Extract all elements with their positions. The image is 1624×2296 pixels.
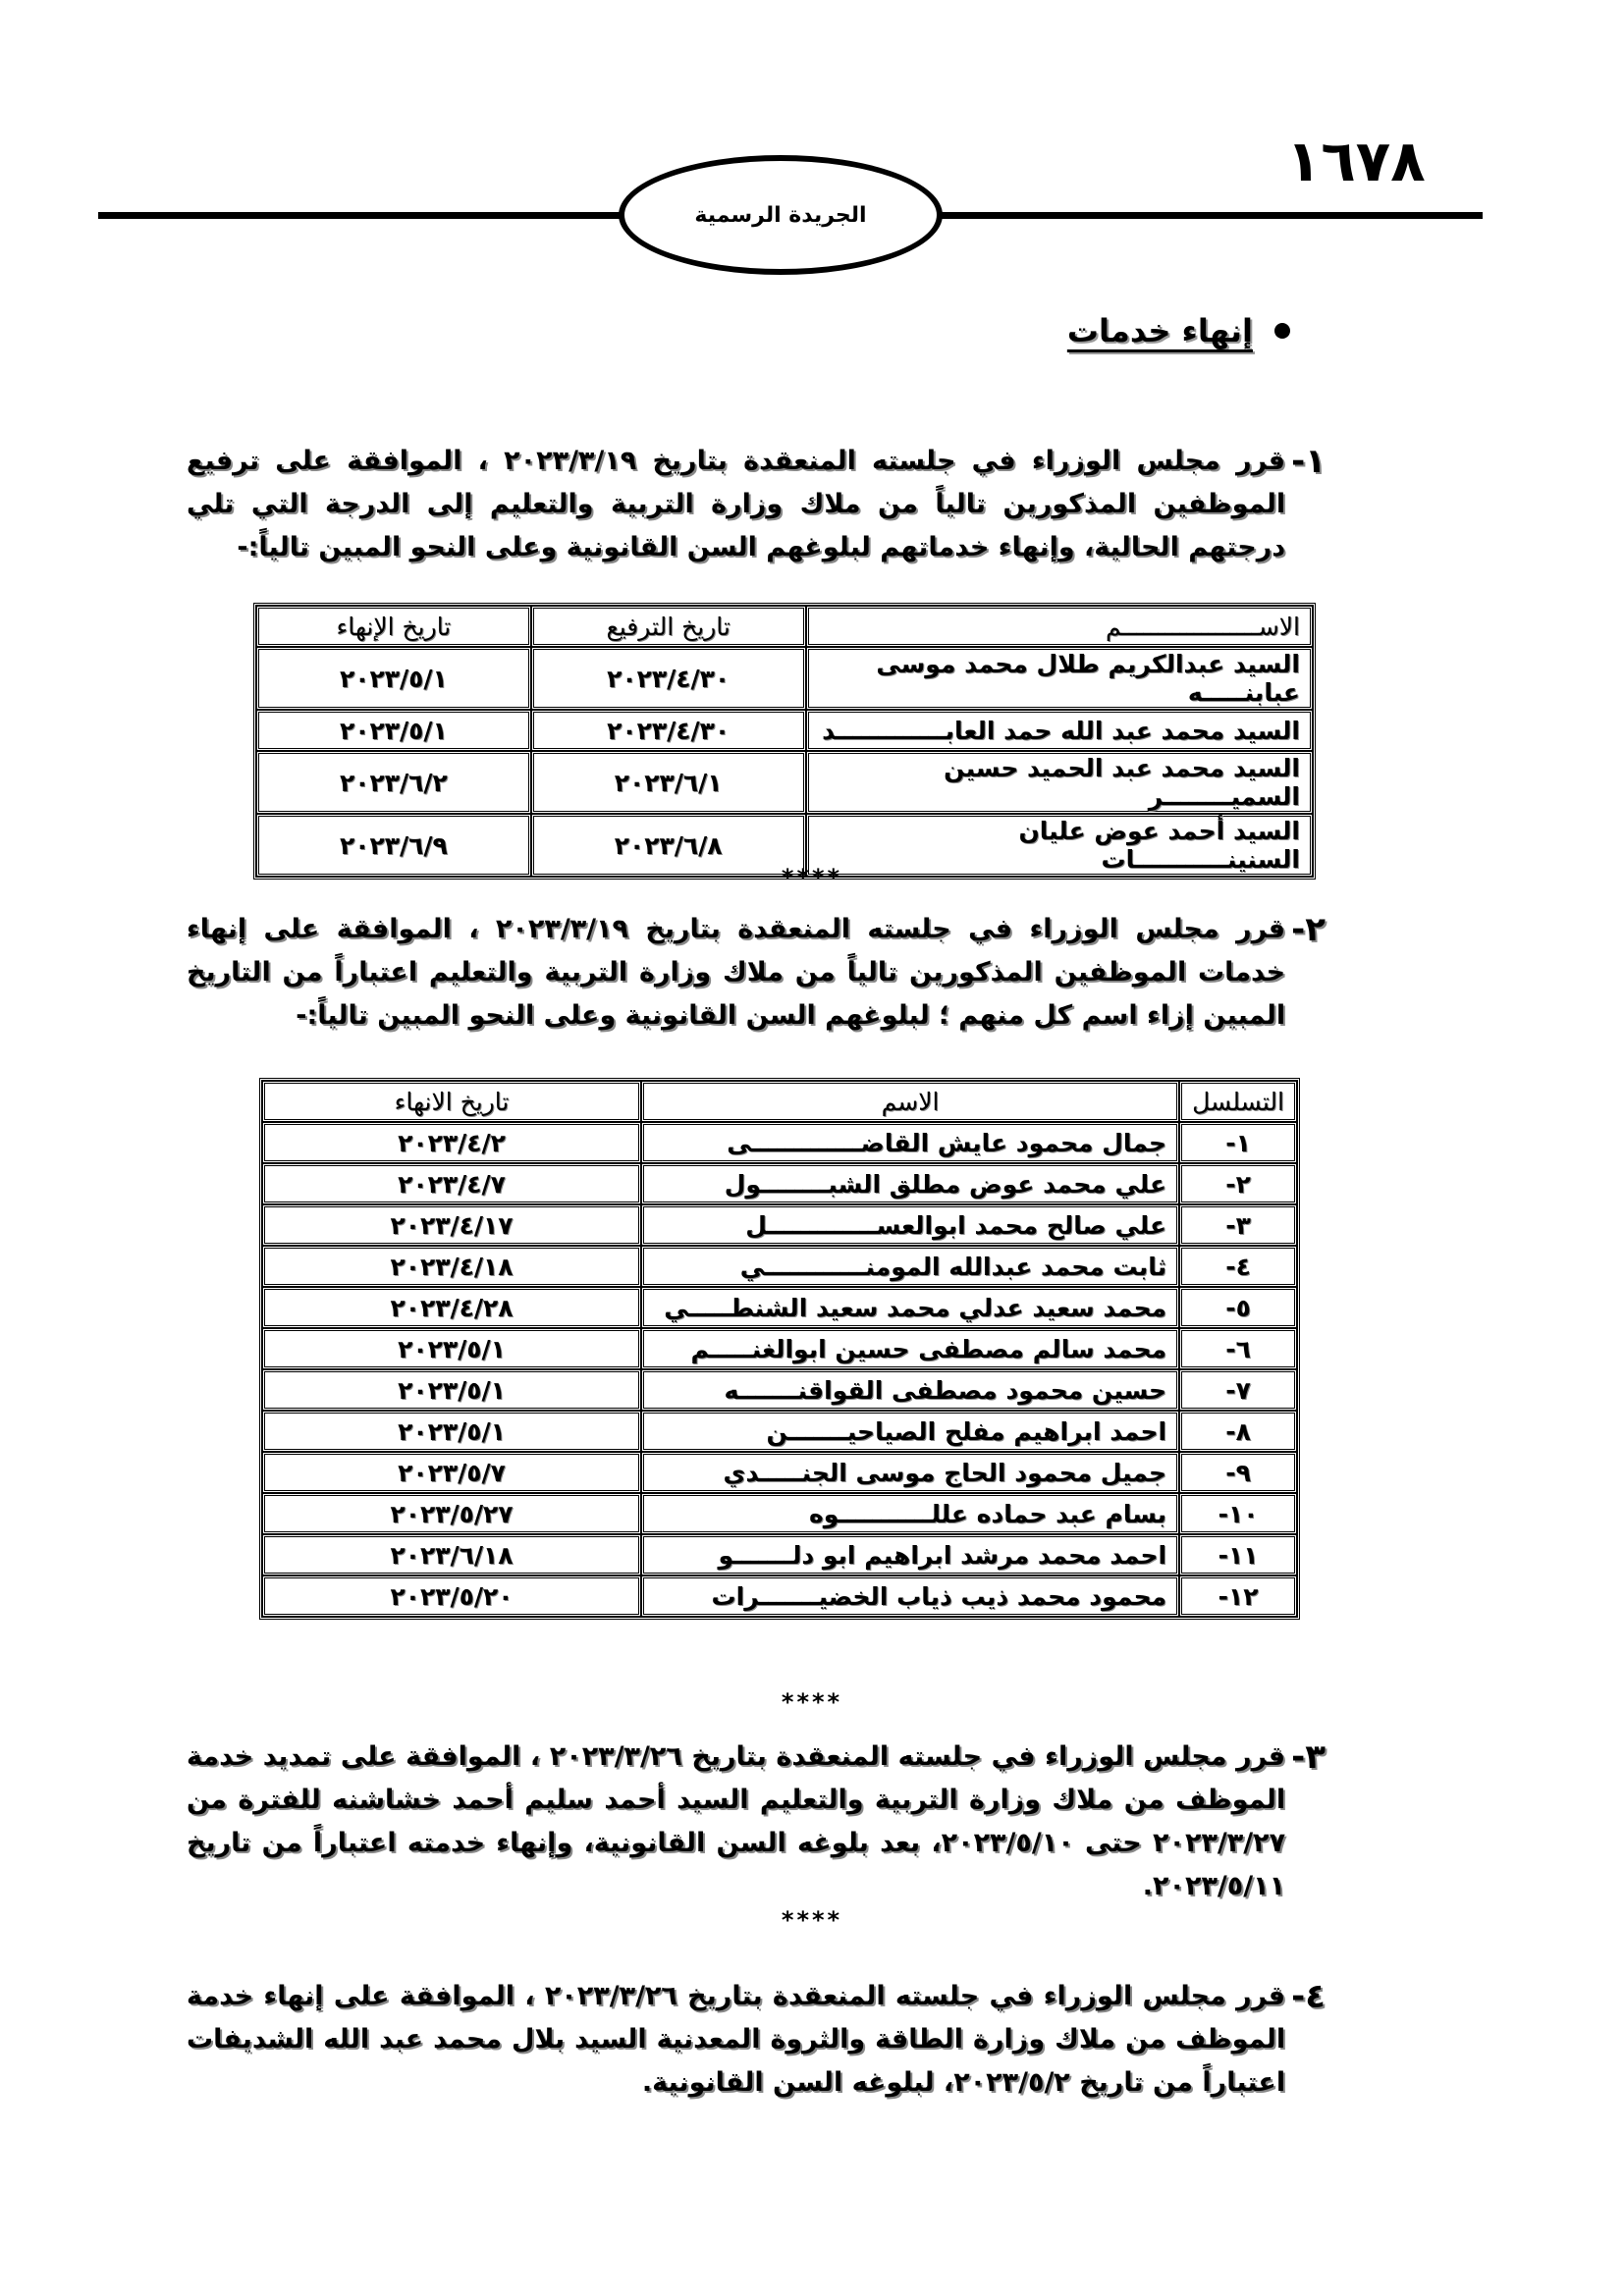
- section-title-text: إنهاء خدمات: [1066, 312, 1253, 349]
- table-cell: ٢٠٢٣/٥/١: [256, 710, 531, 751]
- item-number: ٢-: [1291, 910, 1326, 949]
- table-cell: ٥-: [1179, 1287, 1297, 1328]
- table-cell: ٢٠٢٣/٦/١٨: [262, 1534, 641, 1575]
- table-row: [262, 1246, 1297, 1287]
- separator: ****: [781, 1688, 843, 1716]
- table-cell: ٢٠٢٣/٦/٩: [256, 814, 531, 877]
- separator: ****: [781, 1906, 843, 1934]
- table-cell: السيد محمد عبد الله حمد العابـــــــــــــد: [806, 710, 1313, 751]
- table-cell: جميل محمود الحاج موسى الجنـــــدي: [641, 1452, 1179, 1493]
- item-text: قرر مجلس الوزراء في جلسته المنعقدة بتاريخ ٢٠٢٣/٣/١٩ ، الموافقة على ترفيع الموظفين المذكورين تالياً من ملاك وزارة التربية والتعليم إلى الدرجة التي تلي درجتهم الحالية، وإنهاء خدماتهم لبلوغهم السن القانونية وعلى النحو المبين تالياً:-: [187, 446, 1286, 562]
- table-cell: السيد عبدالكريم طلال محمد موسى عبابنـــــه: [806, 647, 1313, 710]
- table-cell: احمد ابراهيم مفلح الصياحيـــــــن: [641, 1411, 1179, 1452]
- col-header-name: الاسم: [641, 1081, 1179, 1122]
- item-4: [187, 1975, 1326, 2105]
- table-cell: ٢٠٢٣/٦/٨: [531, 814, 806, 877]
- table-cell: ٨-: [1179, 1411, 1297, 1452]
- table-row: [262, 1204, 1297, 1246]
- table-row: [262, 1369, 1297, 1411]
- table-cell: ٢٠٢٣/٥/١: [262, 1369, 641, 1411]
- item-2: [187, 908, 1326, 1038]
- table-cell: ٢٠٢٣/٤/١٨: [262, 1246, 641, 1287]
- table-cell: ١٢-: [1179, 1575, 1297, 1617]
- bullet-icon: [1274, 323, 1290, 339]
- table-header-row: [262, 1081, 1297, 1122]
- table-header-row: [256, 606, 1313, 647]
- table-cell: السيد أحمد عوض عليان السنينـــــــــــات: [806, 814, 1313, 877]
- promotion-table: [253, 603, 1316, 880]
- table-cell: ٢٠٢٣/٤/١٧: [262, 1204, 641, 1246]
- table-cell: ٢٠٢٣/٥/١: [256, 647, 531, 710]
- gazette-name: الجريدة الرسمية: [694, 202, 867, 228]
- col-header-end-date: تاريخ الانهاء: [262, 1081, 641, 1122]
- table-cell: ٢٠٢٣/٤/٣٠: [531, 647, 806, 710]
- table-cell: ٣-: [1179, 1204, 1297, 1246]
- col-header-end-date: تاريخ الإنهاء: [256, 606, 531, 647]
- table-cell: جمال محمود عايش القاضـــــــــــــى: [641, 1122, 1179, 1163]
- item-number: ١-: [1291, 442, 1326, 481]
- table-row: [256, 647, 1313, 710]
- table-cell: ٤-: [1179, 1246, 1297, 1287]
- table-cell: ٢-: [1179, 1163, 1297, 1204]
- table-cell: ٢٠٢٣/٥/١: [262, 1411, 641, 1452]
- table-row: [262, 1163, 1297, 1204]
- table-cell: احمد محمد مرشد ابراهيم ابو دلـــــــو: [641, 1534, 1179, 1575]
- table-row: [262, 1493, 1297, 1534]
- table-cell: ١-: [1179, 1122, 1297, 1163]
- table-cell: محمد سالم مصطفى حسين ابوالغنـــــم: [641, 1328, 1179, 1369]
- table-cell: السيد محمد عبد الحميد حسين السميــــــــر: [806, 751, 1313, 814]
- table-cell: محمد سعيد عدلي محمد سعيد الشنطـــــي: [641, 1287, 1179, 1328]
- table-cell: ٢٠٢٣/٤/٢٨: [262, 1287, 641, 1328]
- page-number: ١٦٧٨: [1286, 128, 1426, 194]
- table-row: [262, 1534, 1297, 1575]
- table-cell: ٢٠٢٣/٤/٢: [262, 1122, 641, 1163]
- item-text: قرر مجلس الوزراء في جلسته المنعقدة بتاريخ ٢٠٢٣/٣/٢٦ ، الموافقة على إنهاء خدمة الموظف من ملاك وزارة الطاقة والثروة المعدنية السيد بلال محمد عبد الله الشديفات اعتباراً من تاريخ ٢٠٢٣/٥/٢، لبلوغه السن القانونية.: [187, 1981, 1286, 2098]
- table-row: [262, 1122, 1297, 1163]
- table-row: [256, 751, 1313, 814]
- termination-table: [259, 1078, 1300, 1620]
- table-cell: ٩-: [1179, 1452, 1297, 1493]
- table-cell: علي صالح محمد ابوالعســـــــــــــل: [641, 1204, 1179, 1246]
- table-cell: ٢٠٢٣/٦/١: [531, 751, 806, 814]
- table-cell: ٢٠٢٣/٥/٧: [262, 1452, 641, 1493]
- table-row: [262, 1575, 1297, 1617]
- table-row: [262, 1452, 1297, 1493]
- table-cell: بسام عبد حماده عللـــــــــــوه: [641, 1493, 1179, 1534]
- item-number: ٤-: [1291, 1977, 1326, 2016]
- table-cell: ٢٠٢٣/٥/٢٧: [262, 1493, 641, 1534]
- table-cell: علي محمد عوض مطلق الشبــــــــول: [641, 1163, 1179, 1204]
- gazette-name-badge: [619, 155, 943, 275]
- table-cell: ٧-: [1179, 1369, 1297, 1411]
- col-header-name: الاســـــــــــــــــــم: [806, 606, 1313, 647]
- table-row: [262, 1287, 1297, 1328]
- table-cell: ٦-: [1179, 1328, 1297, 1369]
- item-1: [187, 440, 1326, 569]
- separator: ****: [781, 864, 843, 891]
- table-cell: ٢٠٢٣/٤/٧: [262, 1163, 641, 1204]
- col-header-serial: التسلسل: [1179, 1081, 1297, 1122]
- table-row: [256, 710, 1313, 751]
- item-text: قرر مجلس الوزراء في جلسته المنعقدة بتاريخ ٢٠٢٣/٣/١٩ ، الموافقة على إنهاء خدمات الموظفين المذكورين تالياً من ملاك وزارة التربية والتعليم اعتباراً من التاريخ المبين إزاء اسم كل منهم ؛ لبلوغهم السن القانونية وعلى النحو المبين تالياً:-: [187, 914, 1286, 1031]
- table-cell: ١٠-: [1179, 1493, 1297, 1534]
- table-cell: محمود محمد ذيب ذياب الخضيـــــــرات: [641, 1575, 1179, 1617]
- table-cell: ١١-: [1179, 1534, 1297, 1575]
- table-cell: ثابت محمد عبدالله المومنــــــــــــي: [641, 1246, 1179, 1287]
- table-cell: ٢٠٢٣/٦/٢: [256, 751, 531, 814]
- item-text: قرر مجلس الوزراء في جلسته المنعقدة بتاريخ ٢٠٢٣/٣/٢٦ ، الموافقة على تمديد خدمة الموظف من ملاك وزارة التربية والتعليم السيد أحمد سليم أحمد خشاشنه للفترة من ٢٠٢٣/٣/٢٧ حتى ٢٠٢٣/٥/١٠، بعد بلوغه السن القانونية، وإنهاء خدمته اعتباراً من تاريخ ٢٠٢٣/٥/١١.: [187, 1741, 1286, 1901]
- section-title: [1067, 312, 1290, 349]
- table-cell: ٢٠٢٣/٥/١: [262, 1328, 641, 1369]
- table-cell: ٢٠٢٣/٥/٢٠: [262, 1575, 641, 1617]
- table-row: [262, 1411, 1297, 1452]
- table-cell: ٢٠٢٣/٤/٣٠: [531, 710, 806, 751]
- item-number: ٣-: [1291, 1737, 1326, 1777]
- item-3: [187, 1735, 1326, 1908]
- table-cell: حسين محمود مصطفى القواقنـــــــه: [641, 1369, 1179, 1411]
- col-header-promotion-date: تاريخ الترفيع: [531, 606, 806, 647]
- table-row: [262, 1328, 1297, 1369]
